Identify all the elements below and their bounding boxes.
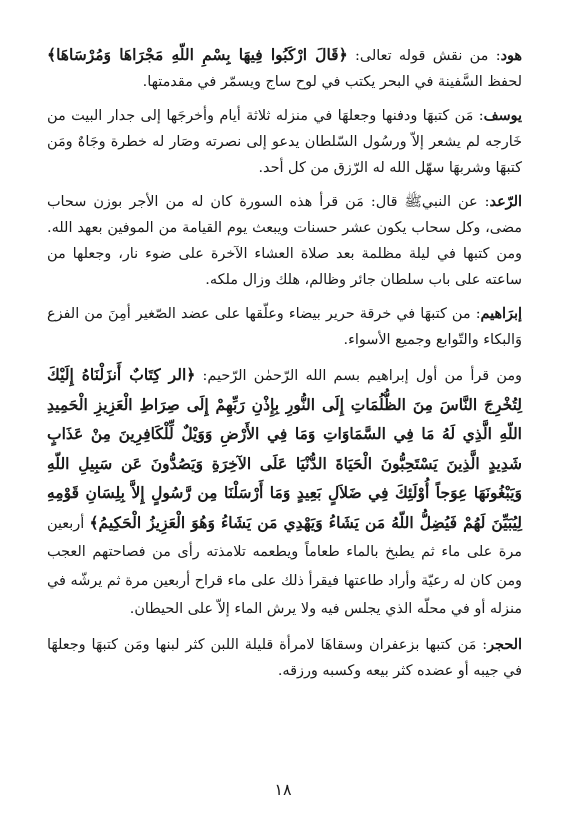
body-text: : مَن كتبهَا ودفنها وجعلهَا في منزله ثلاثة أيام وأخرجَها إلى جدار البيت من خَارجه لم يشعر إلاّ ورسُول السّلطان يدعو إلى نصرته وصَار له خطرة وجَاهٌ ومَن كتبهَا وشربهَا سهّل الله له الرّزق من كل أحد. bbox=[47, 108, 522, 176]
paragraph-rad bbox=[47, 189, 522, 293]
page-number: ١٨ bbox=[274, 780, 292, 799]
body-text: : مَن كتبها بزعفران وسقاهَا لامرأة قليلة اللبن كثر لبنها ومَن كتبهَا وجعلهَا في جيبه أو عضده كثر بيعه وكسبه ورزقه. bbox=[47, 636, 522, 679]
paragraph-hud bbox=[47, 42, 522, 95]
paragraph-ibrahim-2 bbox=[47, 361, 522, 624]
section-heading-hijr: الحجر bbox=[487, 635, 522, 653]
body-text: : عن النبيﷺ قال: مَن قرأ هذه السورة كان له من الأجر بوزن سحاب مضى، وكل سحاب يكون عشر حسنات ويبعث يوم القيامة من الموفين بعهد الله. ومن كتبها في ليلة مظلمة بعد صلاة العشاء الآخرة على ضوء نار، وجعلها من ساعته على باب سلطان جائر وظالم، هلك وزال ملكه. bbox=[47, 194, 522, 288]
paragraph-ibrahim-1 bbox=[47, 301, 522, 353]
page-body bbox=[47, 42, 522, 684]
section-heading-yusuf: يوسف bbox=[483, 107, 522, 124]
section-heading-hud: هود bbox=[500, 47, 522, 64]
body-text: أربعين مرة على ماء ثم يطبخ بالماء طعاماً ويطعمه تلامذته رأى من فصاحتهم العجب ومن كان له رعيّة وأراد طاعتها فيقرأ ذلك على ماء قراح أربعين مرة ثم يرشّه في منزله أو في محلّه الذي يجلس فيه ولا يرش الماء إلاّ على الحيطان. bbox=[47, 515, 522, 617]
section-heading-ibrahim-1: إبرَاهيم bbox=[480, 305, 522, 322]
body-text: : من كتبهَا في خرقة حرير بيضاء وعلّقها على عضد الصّغير أمِنَ من الفزع وَالبكاء والتّوابع وجميع الأسواء. bbox=[47, 306, 522, 348]
quran-verse: ﴿قَالَ ارْكَبُوا فِيهَا بِسْمِ اللّهِ مَجْرَاهَا وَمُرْسَاهَا﴾ bbox=[47, 45, 348, 64]
body-text: : من نقش قوله تعالى: bbox=[347, 48, 501, 64]
paragraph-yusuf bbox=[47, 103, 522, 181]
body-text: لحفظ السَّفينة في البحر يكتب في لوح ساج ويسمّر في مقدمتها. bbox=[142, 74, 522, 90]
body-text: ومن قرأ من أول إبراهيم بسم الله الرّحمٰن الرّحيم: bbox=[195, 368, 522, 384]
section-heading-rad: الرّعد bbox=[489, 193, 522, 210]
paragraph-hijr bbox=[47, 632, 522, 684]
quran-verse: ﴿الر كِتَابٌ أَنزَلْنَاهُ إِلَيْكَ لِتُخْرِجَ النَّاسَ مِنَ الظُّلُمَاتِ إِلَى النُّورِ بِإِذْنِ رَبِّهِمْ إِلَى صِرَاطِ الْعَزِيزِ الْحَمِيدِ اللّهِ الَّذِي لَهُ مَا فِي السَّمَاوَاتِ وَمَا فِي الأَرْضِ وَوَيْلٌ لِّلْكَافِرِينَ مِنْ عَذَابٍ شَدِيدٍ الَّذِينَ يَسْتَحِبُّونَ الْحَيَاةَ الدُّنْيَا عَلَى الآخِرَةِ وَيَصُدُّونَ عَن سَبِيلِ اللّهِ وَيَبْغُونَهَا عِوَجاً أُوْلَئِكَ فِي ضَلاَلٍ بَعِيدٍ وَمَا أَرْسَلْنَا مِن رَّسُولٍ إِلاَّ بِلِسَانِ قَوْمِهِ لِيُبَيِّنَ لَهُمْ فَيُضِلُّ اللّهُ مَن يَشَاءُ وَيَهْدِي مَن يَشَاءُ وَهُوَ الْعَزِيزُ الْحَكِيمُ﴾ bbox=[47, 365, 522, 532]
